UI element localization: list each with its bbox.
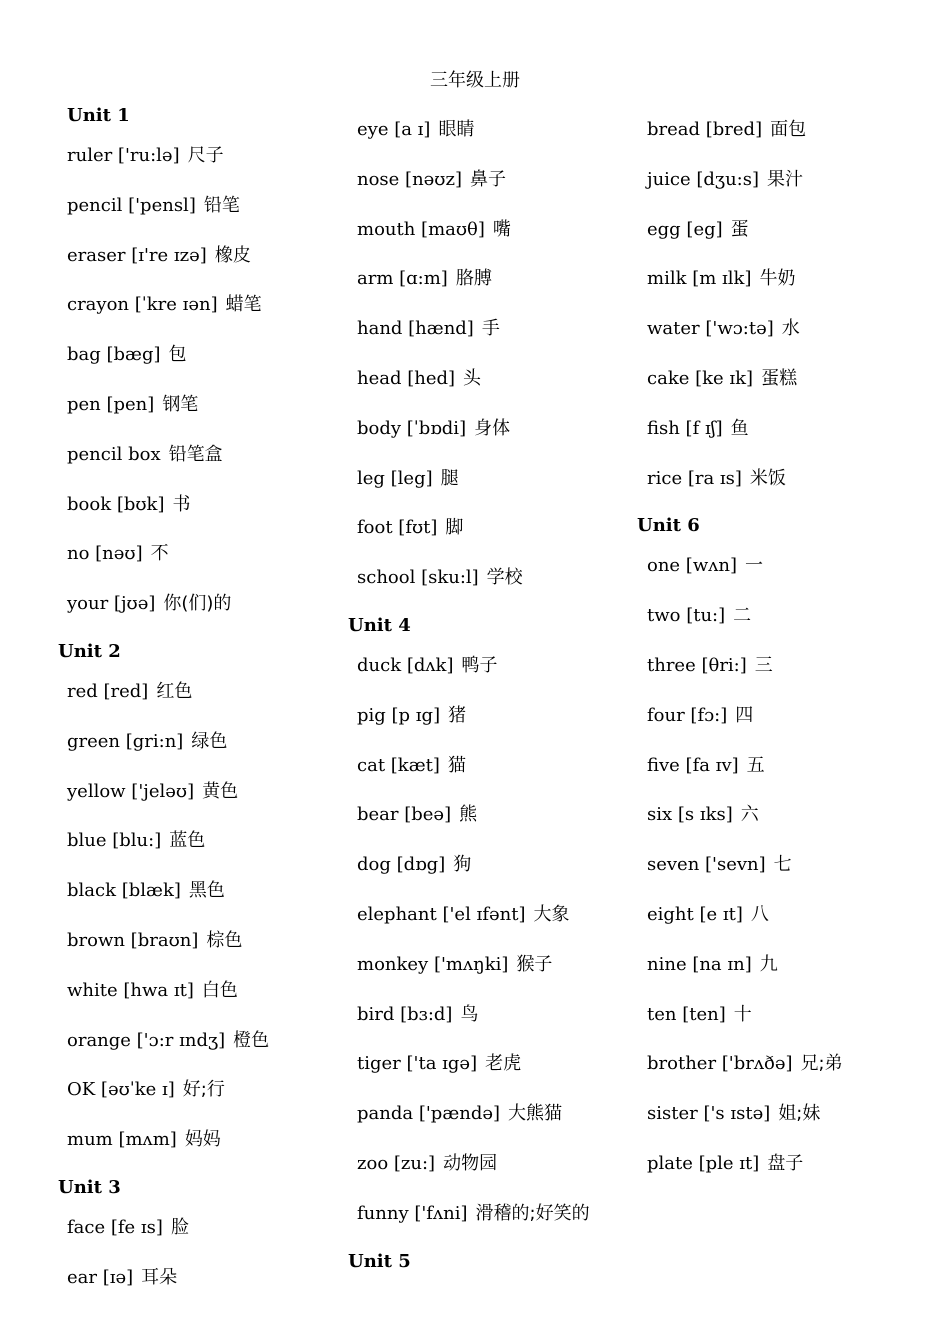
english-word: pencil box — [67, 443, 161, 465]
chinese-meaning: 猫 — [447, 754, 466, 776]
vocab-entry — [357, 218, 511, 242]
english-word: book [bʊk] — [67, 493, 165, 515]
chinese-meaning: 鸟 — [460, 1003, 479, 1025]
english-word: body [ˈbɒdi] — [357, 417, 467, 439]
english-word: bear [beə] — [357, 804, 452, 826]
chinese-meaning: 二 — [733, 605, 752, 627]
english-word: school [sku:l] — [357, 567, 479, 589]
english-word: black [blæk] — [67, 880, 181, 902]
chinese-meaning: 橙色 — [233, 1029, 270, 1051]
chinese-meaning: 牛奶 — [759, 268, 796, 290]
chinese-meaning: 猴子 — [516, 953, 553, 975]
vocab-entry — [647, 754, 765, 778]
chinese-meaning: 果汁 — [767, 168, 804, 190]
vocab-entry — [647, 654, 773, 678]
english-word: your [jʊə] — [67, 593, 156, 615]
vocab-entry — [67, 1128, 221, 1152]
english-word: three [θri:] — [647, 655, 747, 676]
vocab-entry — [647, 467, 786, 491]
vocab-entry — [67, 1266, 177, 1290]
vocab-entry — [357, 267, 492, 291]
chinese-meaning: 黑色 — [188, 880, 225, 902]
chinese-meaning: 四 — [735, 704, 754, 726]
vocab-entry — [357, 853, 471, 877]
vocab-entry — [357, 317, 500, 341]
vocab-entry — [357, 754, 466, 778]
page-title: 三年级上册 — [430, 70, 520, 91]
english-word: arm [ɑ:m] — [357, 268, 448, 290]
vocab-entry — [67, 592, 231, 616]
vocab-entry — [357, 1052, 521, 1076]
chinese-meaning: 滑稽的;好笑的 — [475, 1202, 590, 1224]
vocab-entry — [67, 929, 242, 953]
vocab-entry — [647, 1052, 843, 1076]
vocab-entry — [67, 293, 262, 317]
vocab-entry — [357, 903, 569, 927]
english-word: juice [dʒu:s] — [647, 168, 760, 190]
chinese-meaning: 姐;妹 — [778, 1103, 821, 1125]
vocab-entry — [67, 829, 205, 853]
chinese-meaning: 大熊猫 — [508, 1103, 563, 1125]
chinese-meaning: 猪 — [448, 704, 467, 726]
chinese-meaning: 钢笔 — [162, 394, 199, 415]
english-word: nine [na ɪn] — [647, 953, 752, 975]
english-word: brother ['brʌðə] — [647, 1053, 793, 1075]
chinese-meaning: 鱼 — [730, 417, 749, 439]
chinese-meaning: 九 — [759, 953, 778, 975]
english-word: crayon [ˈkre ɪən] — [67, 294, 218, 316]
english-word: dog [dɒg] — [357, 854, 446, 876]
chinese-meaning: 书 — [172, 493, 191, 515]
vocab-entry — [67, 493, 190, 517]
chinese-meaning: 妈妈 — [184, 1129, 221, 1151]
chinese-meaning: 兄;弟 — [800, 1053, 843, 1075]
english-word: duck [dʌk] — [357, 655, 454, 676]
unit-heading: Unit 6 — [637, 515, 700, 537]
english-word: green [gri:n] — [67, 730, 184, 752]
english-word: cat [kæt] — [357, 754, 440, 776]
english-word: sister ['s ɪstə] — [647, 1103, 771, 1125]
vocab-entry — [647, 1152, 803, 1176]
unit-heading: Unit 4 — [348, 615, 411, 636]
chinese-meaning: 老虎 — [485, 1053, 522, 1075]
english-word: tiger ['ta ɪgə] — [357, 1053, 478, 1075]
english-word: panda ['pændə] — [357, 1103, 501, 1125]
vocab-entry — [647, 367, 797, 391]
chinese-meaning: 狗 — [453, 854, 472, 876]
english-word: red [red] — [67, 681, 149, 702]
vocab-entry — [647, 118, 806, 142]
vocab-entry — [357, 1202, 590, 1226]
english-word: yellow ['jeləʊ] — [67, 780, 195, 802]
vocab-entry — [647, 953, 778, 977]
chinese-meaning: 好;行 — [182, 1079, 225, 1101]
english-word: bird [bɜ:d] — [357, 1003, 453, 1025]
vocab-entry — [67, 1078, 225, 1102]
vocab-entry — [67, 244, 251, 268]
vocab-entry — [67, 979, 238, 1003]
english-word: one [wʌn] — [647, 555, 738, 577]
chinese-meaning: 腿 — [440, 467, 459, 489]
vocab-entry — [357, 1152, 497, 1176]
vocab-entry — [647, 704, 753, 728]
vocab-entry — [647, 1003, 752, 1027]
vocab-entry — [647, 417, 749, 441]
vocab-entry — [67, 1029, 269, 1053]
chinese-meaning: 面包 — [770, 119, 807, 140]
chinese-meaning: 铅笔盒 — [168, 443, 223, 465]
vocab-entry — [357, 803, 477, 827]
english-word: rice [ra ɪs] — [647, 467, 742, 489]
chinese-meaning: 脚 — [445, 517, 464, 539]
vocab-entry — [357, 1003, 478, 1027]
english-word: blue [blu:] — [67, 830, 162, 852]
vocab-entry — [357, 367, 481, 391]
chinese-meaning: 动物园 — [443, 1153, 498, 1174]
vocab-entry — [647, 604, 751, 628]
english-word: seven ['sevn] — [647, 854, 766, 876]
chinese-meaning: 嘴 — [492, 218, 511, 240]
chinese-meaning: 七 — [773, 854, 792, 876]
vocab-entry — [647, 853, 792, 877]
english-word: face [fe ɪs] — [67, 1217, 163, 1238]
chinese-meaning: 铅笔 — [203, 194, 240, 216]
vocab-entry — [67, 780, 238, 804]
vocab-entry — [67, 542, 169, 566]
english-word: plate [ple ɪt] — [647, 1153, 760, 1174]
chinese-meaning: 十 — [733, 1003, 752, 1025]
english-word: milk [m ɪlk] — [647, 268, 752, 290]
vocab-entry — [67, 443, 223, 467]
english-word: brown [braʊn] — [67, 930, 199, 951]
vocab-entry — [357, 417, 510, 441]
vocab-entry — [647, 903, 769, 927]
english-word: eraser [ɪ're ɪzə] — [67, 244, 207, 266]
vocab-entry — [647, 168, 803, 192]
unit-heading: Unit 2 — [58, 641, 121, 662]
english-word: orange ['ɔ:r ɪndʒ] — [67, 1029, 226, 1051]
english-word: egg [eg] — [647, 218, 723, 240]
chinese-meaning: 耳朵 — [141, 1266, 178, 1288]
chinese-meaning: 身体 — [474, 417, 511, 439]
english-word: no [nəʊ] — [67, 543, 143, 565]
chinese-meaning: 蜡笔 — [225, 294, 262, 316]
chinese-meaning: 大象 — [533, 904, 570, 925]
vocab-entry — [67, 730, 227, 754]
chinese-meaning: 不 — [150, 543, 169, 565]
english-word: OK [əʊˈke ɪ] — [67, 1079, 175, 1101]
english-word: pen [pen] — [67, 394, 155, 415]
english-word: head [hed] — [357, 368, 456, 389]
english-word: four [fɔ:] — [647, 704, 728, 726]
vocab-entry — [67, 879, 225, 903]
chinese-meaning: 熊 — [459, 804, 478, 826]
english-word: pig [p ɪg] — [357, 704, 441, 726]
vocab-entry — [647, 803, 759, 827]
english-word: fish [f ɪʃ] — [647, 417, 723, 439]
chinese-meaning: 棕色 — [206, 930, 243, 951]
chinese-meaning: 鸭子 — [461, 655, 498, 676]
vocab-entry — [647, 1102, 820, 1126]
chinese-meaning: 尺子 — [187, 145, 224, 166]
vocab-entry — [357, 953, 552, 977]
english-word: mum [mʌm] — [67, 1129, 177, 1151]
english-word: eye [a ɪ] — [357, 119, 431, 140]
english-word: bag [bæg] — [67, 344, 161, 366]
chinese-meaning: 橡皮 — [214, 244, 251, 266]
chinese-meaning: 黄色 — [202, 780, 239, 802]
chinese-meaning: 你(们)的 — [163, 593, 232, 615]
vocab-entry — [357, 704, 466, 728]
vocab-entry — [357, 1102, 562, 1126]
english-word: pencil ['pensl] — [67, 194, 196, 216]
english-word: mouth [maʊθ] — [357, 218, 485, 240]
chinese-meaning: 头 — [463, 368, 482, 389]
chinese-meaning: 蓝色 — [169, 830, 206, 852]
english-word: hand [hænd] — [357, 318, 474, 340]
vocab-entry — [67, 393, 198, 417]
chinese-meaning: 脸 — [170, 1217, 189, 1238]
chinese-meaning: 白色 — [201, 979, 238, 1001]
vocab-entry — [647, 218, 749, 242]
english-word: cake [ke ɪk] — [647, 368, 754, 389]
chinese-meaning: 包 — [168, 344, 187, 366]
english-word: funny ['fʌni] — [357, 1202, 468, 1224]
english-word: leg [leg] — [357, 467, 433, 489]
chinese-meaning: 鼻子 — [469, 168, 506, 190]
unit-heading: Unit 3 — [58, 1177, 121, 1198]
chinese-meaning: 盘子 — [767, 1153, 804, 1174]
vocab-entry — [647, 267, 795, 291]
english-word: foot [fʊt] — [357, 517, 438, 539]
chinese-meaning: 一 — [745, 555, 764, 577]
english-word: five [fa ɪv] — [647, 754, 739, 776]
english-word: nose [nəʊz] — [357, 168, 462, 190]
vocab-entry — [67, 680, 192, 704]
english-word: two [tu:] — [647, 605, 726, 627]
chinese-meaning: 三 — [754, 655, 773, 676]
english-word: monkey ['mʌŋki] — [357, 953, 509, 975]
chinese-meaning: 米饭 — [749, 467, 786, 489]
vocab-entry — [357, 118, 474, 142]
chinese-meaning: 手 — [481, 318, 500, 340]
vocab-entry — [357, 168, 506, 192]
english-word: ruler ['ru:lə] — [67, 145, 180, 166]
english-word: six [s ɪks] — [647, 804, 733, 826]
vocab-entry — [67, 1216, 189, 1240]
english-word: white [hwa ɪt] — [67, 979, 194, 1001]
vocab-entry — [67, 343, 187, 367]
chinese-meaning: 眼睛 — [438, 119, 475, 140]
chinese-meaning: 水 — [781, 318, 800, 340]
english-word: elephant ['el ɪfənt] — [357, 904, 526, 925]
unit-heading: Unit 1 — [67, 105, 130, 126]
vocab-entry — [357, 516, 463, 540]
chinese-meaning: 八 — [750, 904, 769, 925]
vocab-entry — [357, 566, 523, 590]
english-word: bread [bred] — [647, 119, 763, 140]
english-word: ten [ten] — [647, 1003, 726, 1025]
english-word: zoo [zu:] — [357, 1153, 436, 1174]
vocab-entry — [67, 194, 240, 218]
unit-heading: Unit 5 — [348, 1250, 411, 1272]
chinese-meaning: 学校 — [486, 567, 523, 589]
chinese-meaning: 绿色 — [191, 730, 228, 752]
chinese-meaning: 蛋 — [730, 218, 749, 240]
chinese-meaning: 红色 — [156, 681, 193, 702]
vocab-entry — [357, 654, 497, 678]
english-word: eight [e ɪt] — [647, 904, 743, 925]
chinese-meaning: 蛋糕 — [761, 368, 798, 389]
chinese-meaning: 胳膊 — [455, 268, 492, 290]
vocab-entry — [647, 317, 800, 341]
vocab-entry — [67, 144, 224, 168]
vocab-entry — [647, 554, 763, 578]
english-word: water ['wɔ:tə] — [647, 318, 774, 340]
chinese-meaning: 六 — [740, 804, 759, 826]
english-word: ear [ɪə] — [67, 1266, 134, 1288]
vocab-entry — [357, 467, 459, 491]
chinese-meaning: 五 — [746, 754, 765, 776]
